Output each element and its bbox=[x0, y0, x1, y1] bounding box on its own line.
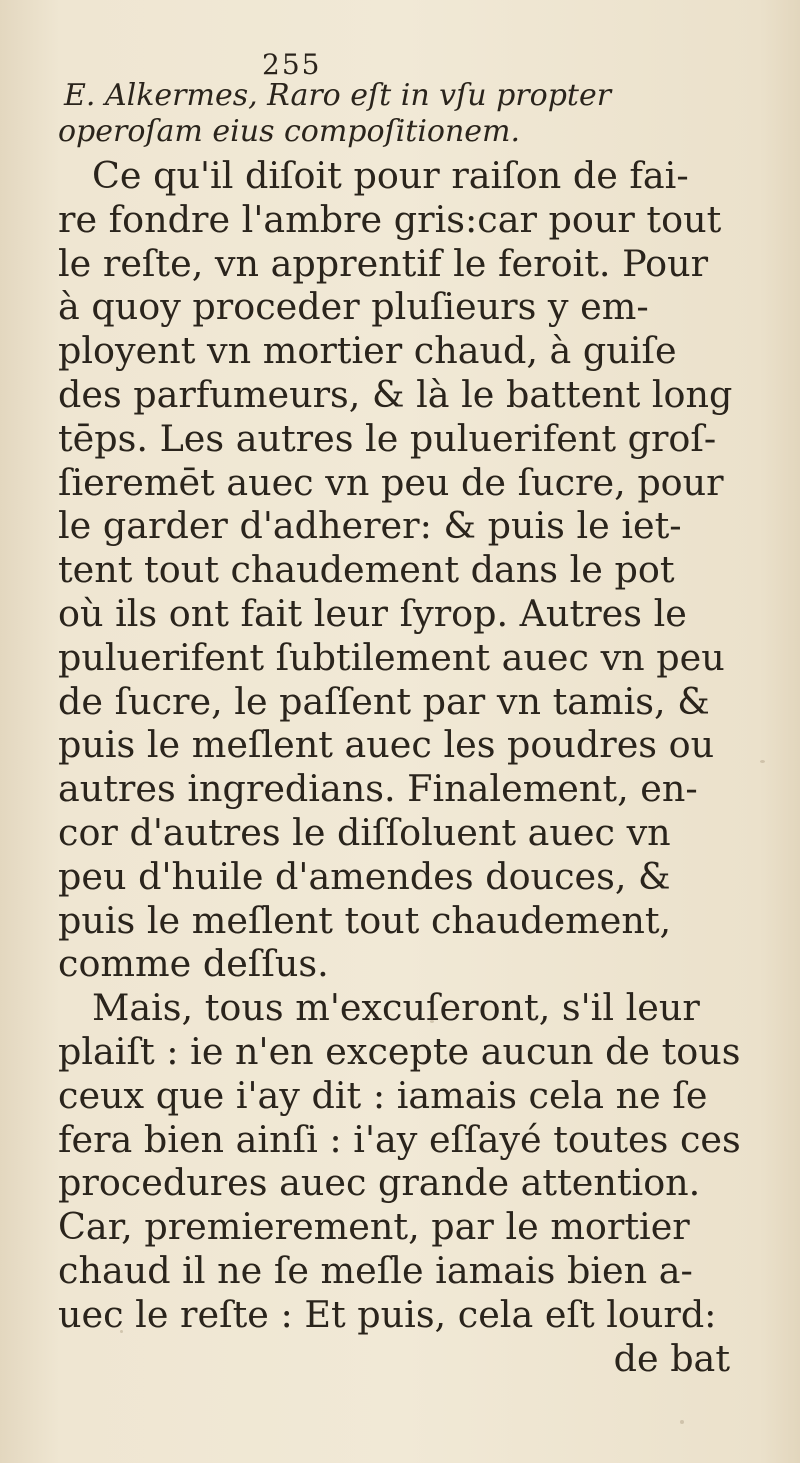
text-line: puluerifent ſubtilement auec vn peu bbox=[58, 635, 725, 679]
text-line: ployent vn mortier chaud, à guiſe bbox=[58, 329, 677, 373]
text-line: autres ingredians. Finalement, en- bbox=[58, 767, 698, 811]
text-line: uec le reſte : Et puis, cela eſt lourd: bbox=[58, 1292, 717, 1336]
text-line: chaud il ne ſe meſle iamais bien a- bbox=[58, 1248, 693, 1292]
text-line: puis le meſlent tout chaudement, bbox=[58, 898, 672, 942]
text-line: le reſte, vn apprentif le feroit. Pour bbox=[58, 241, 709, 285]
text-line: tēps. Les autres le puluerifent groſ- bbox=[58, 416, 717, 460]
paper-speck bbox=[680, 1420, 684, 1424]
text-line: tent tout chaudement dans le pot bbox=[58, 548, 675, 592]
text-line: plaiſt : ie n'en excepte aucun de tous bbox=[58, 1029, 741, 1073]
text-line: cor d'autres le diſſoluent auec vn bbox=[58, 810, 671, 854]
text-line: puis le meſlent auec les poudres ou bbox=[58, 723, 715, 767]
text-line: re fondre l'ambre gris:car pour tout bbox=[58, 197, 722, 241]
text-line: fera bien ainſi : i'ay eſſayé toutes ces bbox=[58, 1117, 741, 1161]
text-block bbox=[58, 78, 768, 1380]
text-line: le garder d'adherer: & puis le iet- bbox=[58, 504, 682, 548]
text-line: ſieremēt auec vn peu de ſucre, pour bbox=[58, 460, 724, 504]
page-number: 255 bbox=[262, 48, 322, 81]
heading-line-1: E. Alkermes, Raro eſt in vſu propter bbox=[64, 78, 612, 113]
text-line: de ſucre, le paſſent par vn tamis, & bbox=[58, 679, 710, 723]
text-line: Car, premierement, par le mortier bbox=[58, 1205, 690, 1249]
text-line: Mais, tous m'excuſeront, s'il leur bbox=[92, 986, 700, 1030]
text-line: ceux que i'ay dit : iamais cela ne ſe bbox=[58, 1073, 708, 1117]
text-line: où ils ont fait leur ſyrop. Autres le bbox=[58, 591, 687, 635]
catchword: de bat bbox=[613, 1336, 730, 1380]
text-line: à quoy proceder pluſieurs y em- bbox=[58, 285, 649, 329]
text-line: peu d'huile d'amendes douces, & bbox=[58, 854, 671, 898]
text-line: comme deſſus. bbox=[58, 942, 329, 986]
text-line: procedures auec grande attention. bbox=[58, 1161, 701, 1205]
text-line: des parfumeurs, & là le battent long bbox=[58, 372, 733, 416]
text-line: Ce qu'il diſoit pour raiſon de fai- bbox=[92, 154, 689, 197]
heading-line-2: operoſam eius compoſitionem. bbox=[58, 114, 521, 149]
